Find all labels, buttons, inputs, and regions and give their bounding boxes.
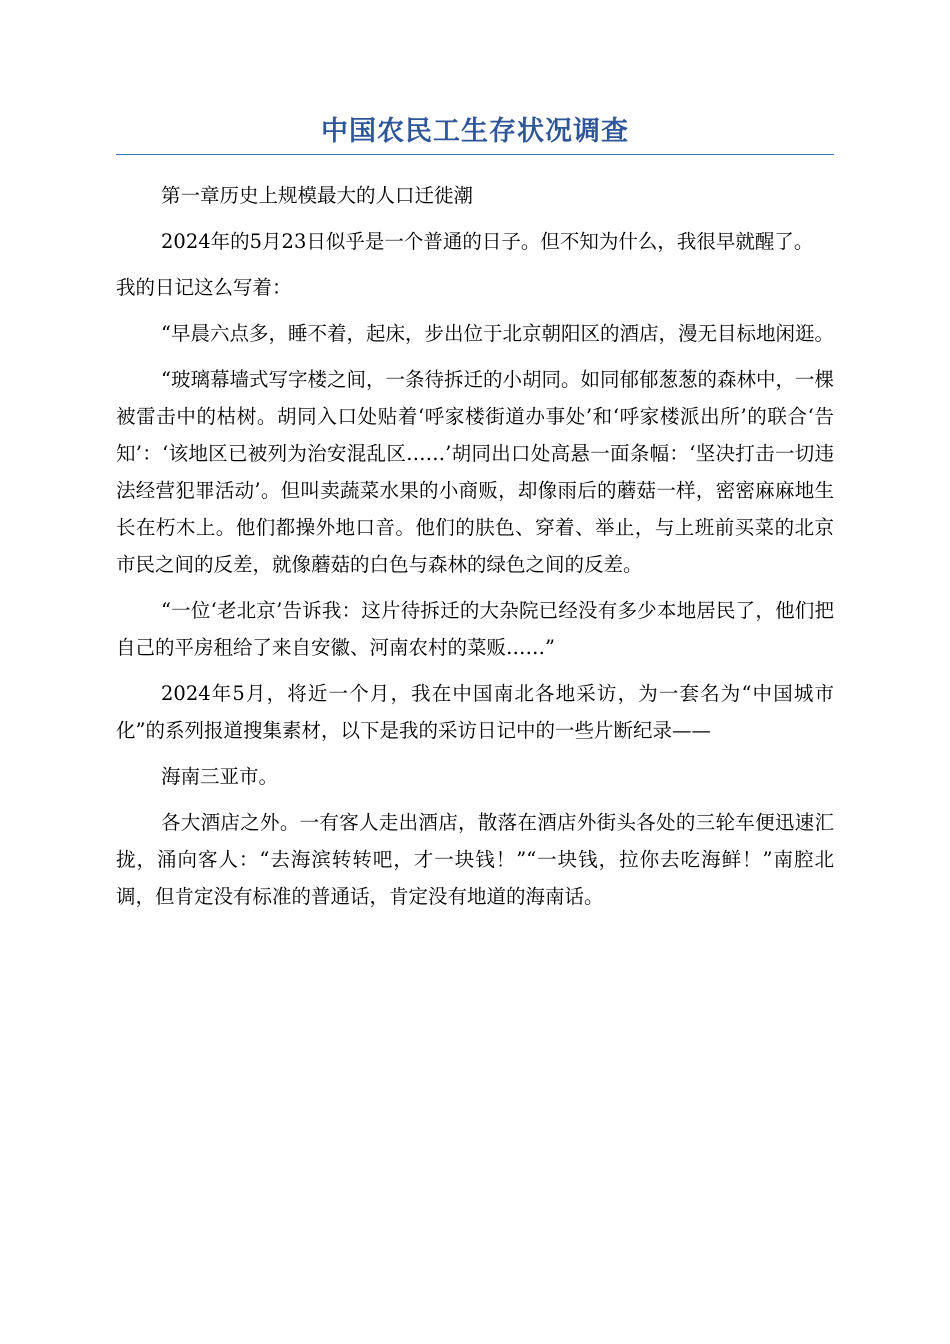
document-body xyxy=(116,177,834,915)
paragraph: 海南三亚市。 xyxy=(161,765,279,788)
paragraph: “玻璃幕墙式写字楼之间，一条待拆迁的小胡同。如同郁郁葱葱的森林中，一棵被雷击中的枯树。胡同入口处贴着‘呼家楼街道办事处’和‘呼家楼派出所’的联合‘告知’：‘该地区已被列为治安混乱区……’胡同出口处高悬一面条幅：‘坚决打击一切违法经营犯罪活动’。但叫卖蔬菜水果的小商贩，却像雨后的蘑菇一样，密密麻麻地生长在朽木上。他们都操外地口音。他们的肤色、穿着、举止，与上班前买菜的北京市民之间的反差，就像蘑菇的白色与森林的绿色之间的反差。 xyxy=(116,368,834,576)
paragraph: “早晨六点多，睡不着，起床，步出位于北京朝阳区的酒店，漫无目标地闲逛。 xyxy=(161,322,834,345)
paragraph-chapter-heading: 第一章历史上规模最大的人口迁徙潮 xyxy=(161,184,474,207)
document-title: 中国农民工生存状况调查 xyxy=(116,112,834,155)
paragraph: 各大酒店之外。一有客人走出酒店，散落在酒店外街头各处的三轮车便迅速汇拢，涌向客人：“去海滨转转吧，才一块钱！”“一块钱，拉你去吃海鲜！”南腔北调，但肯定没有标准的普通话，肯定没有地道的海南话。 xyxy=(116,811,834,908)
paragraph: “一位‘老北京’告诉我：这片待拆迁的大杂院已经没有多少本地居民了，他们把自己的平房租给了来自安徽、河南农村的菜贩……” xyxy=(116,599,834,659)
paragraph: 2024年的5月23日似乎是一个普通的日子。但不知为什么，我很早就醒了。 xyxy=(161,230,814,253)
paragraph: 2024年5月，将近一个月，我在中国南北各地采访，为一套名为“中国城市化”的系列报道搜集素材，以下是我的采访日记中的一些片断纪录—— xyxy=(116,682,834,742)
document-page xyxy=(116,112,834,924)
paragraph: 我的日记这么写着： xyxy=(116,276,292,299)
